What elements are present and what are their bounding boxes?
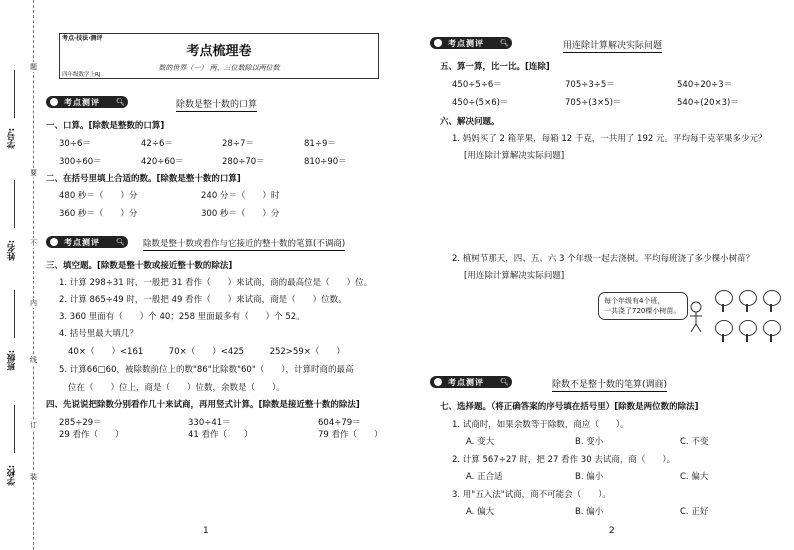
cut-line — [33, 0, 34, 550]
tree-icon — [714, 320, 732, 342]
badge-circle-icon — [434, 378, 442, 386]
calc-item: 705÷3÷5＝ — [565, 80, 615, 90]
fold-mark: 线 — [30, 356, 37, 364]
calc-item: 420÷60＝ — [141, 157, 184, 167]
binding-strip — [0, 0, 37, 550]
choice-option: B. 偏小 — [575, 472, 604, 482]
problem-tag: [用连除计算解决实际问题] — [464, 271, 565, 281]
tree-icon — [762, 290, 780, 312]
choice-option: C. 正好 — [680, 507, 709, 517]
child-figure-icon — [686, 300, 706, 334]
question-heading: 五、算一算，比一比。[连除] — [440, 62, 550, 72]
section-title: 用连除计算解决实际问题 — [563, 38, 662, 53]
section-title: 除数不是整十数的笔算(调商) — [552, 377, 667, 392]
division-expression: 285÷29＝ — [59, 418, 102, 428]
section-badge — [430, 37, 512, 49]
fold-mark: 内 — [30, 299, 37, 307]
tree-icon — [762, 320, 780, 342]
fold-mark: 不 — [30, 239, 37, 247]
badge-circle-icon — [50, 98, 58, 106]
section-badge — [46, 236, 128, 248]
title-box — [59, 33, 379, 79]
page-title: 考点梳理卷 — [186, 44, 252, 59]
division-expression: 330÷41＝ — [188, 418, 231, 428]
magnifier-icon: 🔍︎ — [116, 238, 125, 246]
choice-option: A. 变大 — [466, 437, 495, 447]
page-number: 2 — [609, 526, 615, 536]
calc-item: 42÷6＝ — [141, 139, 173, 149]
name-label: 姓名: — [7, 240, 17, 261]
name-line — [14, 180, 15, 228]
calc-item: 81÷9＝ — [304, 139, 336, 149]
calc-item: 280÷70＝ — [222, 157, 265, 167]
question-heading: 七、选择题。（将正确答案的序号填在括号里）[除数是两位数的除法] — [440, 402, 699, 412]
school-line — [14, 405, 15, 453]
fill-line: 2. 计算 865÷49 时，一般把 49 看作（ ）来试商，商是（ ）位数。 — [59, 295, 347, 305]
page-subtitle: 数的世界（一） 两、三位数除以两位数 — [158, 64, 280, 72]
magnifier-icon: 🔍︎ — [500, 378, 509, 386]
tree-icon — [714, 290, 732, 312]
calc-item: 28÷7＝ — [222, 139, 254, 149]
fold-mark: 装 — [30, 473, 37, 481]
question-heading: 四、先说说把除数分别看作几十来试商，再用竖式计算。[除数是接近整十数的除法] — [46, 400, 360, 410]
grade-label: 四年级数学上RJ — [62, 72, 101, 78]
choice-question: 1. 试商时，如果余数等于除数，商应（ ）。 — [452, 420, 629, 430]
page-number: 1 — [203, 526, 209, 536]
badge-circle-icon — [50, 238, 58, 246]
fill-item: 480 秒＝（ ）分 — [59, 191, 138, 201]
badge-label: 考点测评 — [448, 378, 484, 387]
badge-circle-icon — [434, 39, 442, 47]
school-label: 学校: — [7, 465, 17, 486]
question-heading: 一、口算。[除数是整数的口算] — [46, 121, 165, 131]
estimate-line: 79 看作（ ） — [318, 430, 383, 440]
magnifier-icon: 🔍︎ — [500, 39, 509, 47]
choice-question: 3. 用"五入法"试商，商不可能会（ ）。 — [452, 490, 611, 500]
calc-item: 810÷90＝ — [304, 157, 347, 167]
fold-mark: 订 — [30, 421, 37, 429]
fill-line: 5. 计算66□60，被除数前位上的数"86"比除数"60"（ ），计算时商的最高 — [59, 365, 354, 375]
fold-mark: 题 — [30, 63, 37, 71]
choice-option: B. 变小 — [575, 437, 604, 447]
student-number-line — [14, 70, 15, 118]
fold-mark: 要 — [30, 169, 37, 177]
calc-item: 540÷20÷3＝ — [677, 80, 733, 90]
calc-item: 705÷(3×5)＝ — [565, 98, 622, 108]
question-heading: 三、填空题。[除数是整十数或接近整十数的除法] — [46, 261, 233, 271]
estimate-line: 29 看作（ ） — [59, 430, 124, 440]
fill-line: 3. 360 里面有（ ）个 40；258 里面最多有（ ）个 52。 — [59, 312, 305, 322]
fill-line: 1. 计算 298÷31 时，一般把 31 看作（ ）来试商，商的最高位是（ ）位。 — [59, 278, 373, 288]
section-badge — [46, 96, 128, 108]
bubble-line: 每个年级有4个班， — [604, 297, 665, 305]
header-tag: 考点·技法·测评 — [62, 35, 103, 42]
class-line — [14, 290, 15, 338]
choice-option: C. 偏大 — [680, 472, 709, 482]
calc-item: 300÷60＝ — [59, 157, 102, 167]
fill-item: 360 秒＝（ ）分 — [59, 209, 138, 219]
calc-item: 30÷6＝ — [59, 139, 91, 149]
badge-label: 考点测评 — [448, 39, 484, 48]
division-expression: 604÷79＝ — [318, 418, 361, 428]
fill-item: 240 分＝（ ）时 — [201, 191, 280, 201]
word-problem: 2. 植树节那天，四、五、六 3 个年级一起去浇树。平均每班浇了多少棵小树苗？ — [452, 254, 755, 264]
choice-option: B. 偏小 — [575, 507, 604, 517]
class-label: 班级: — [7, 350, 17, 371]
bubble-line: 一共浇了720棵小树苗。 — [604, 307, 681, 315]
student-number-label: 学号: — [7, 128, 17, 149]
calc-item: 540÷(20×3)＝ — [677, 98, 739, 108]
question-heading: 二、在括号里填上合适的数。[除数是整十数的口算] — [46, 174, 241, 184]
calc-item: 450÷(5×6)＝ — [452, 98, 509, 108]
choice-option: C. 不变 — [680, 437, 709, 447]
word-problem: 1. 妈妈买了 2 箱苹果，每箱 12 千克，一共用了 192 元。平均每千克苹果多少元？ — [452, 134, 767, 144]
tree-icon — [738, 320, 756, 342]
question-heading: 六、解决问题。 — [440, 117, 500, 127]
fill-line: 位在（ ）位上，商是（ ）位数，余数是（ ）。 — [68, 383, 285, 393]
choice-option: A. 正合适 — [466, 472, 503, 482]
badge-label: 考点测评 — [64, 98, 100, 107]
section-title: 除数是整十数或看作与它接近的整十数的笔算(不调商) — [143, 239, 346, 249]
magnifier-icon: 🔍︎ — [116, 98, 125, 106]
tree-icon — [738, 290, 756, 312]
section-badge — [430, 376, 512, 388]
fill-line: 4. 括号里最大填几？ — [59, 329, 138, 339]
estimate-line: 41 看作（ ） — [188, 430, 253, 440]
problem-tag: [用连除计算解决实际问题] — [464, 151, 565, 161]
speech-bubble — [598, 292, 688, 320]
fill-line: 40×（ ）<161 70×（ ）<425 252>59×（ ） — [68, 347, 345, 357]
choice-question: 2. 计算 567÷27 时，把 27 看作 30 去试商，商（ ）。 — [452, 455, 676, 465]
fill-item: 300 秒＝（ ）分 — [201, 209, 280, 219]
calc-item: 450÷5÷6＝ — [452, 80, 502, 90]
section-title: 除数是整十数的口算 — [176, 97, 257, 112]
badge-label: 考点测评 — [64, 238, 100, 247]
choice-option: A. 偏大 — [466, 507, 495, 517]
